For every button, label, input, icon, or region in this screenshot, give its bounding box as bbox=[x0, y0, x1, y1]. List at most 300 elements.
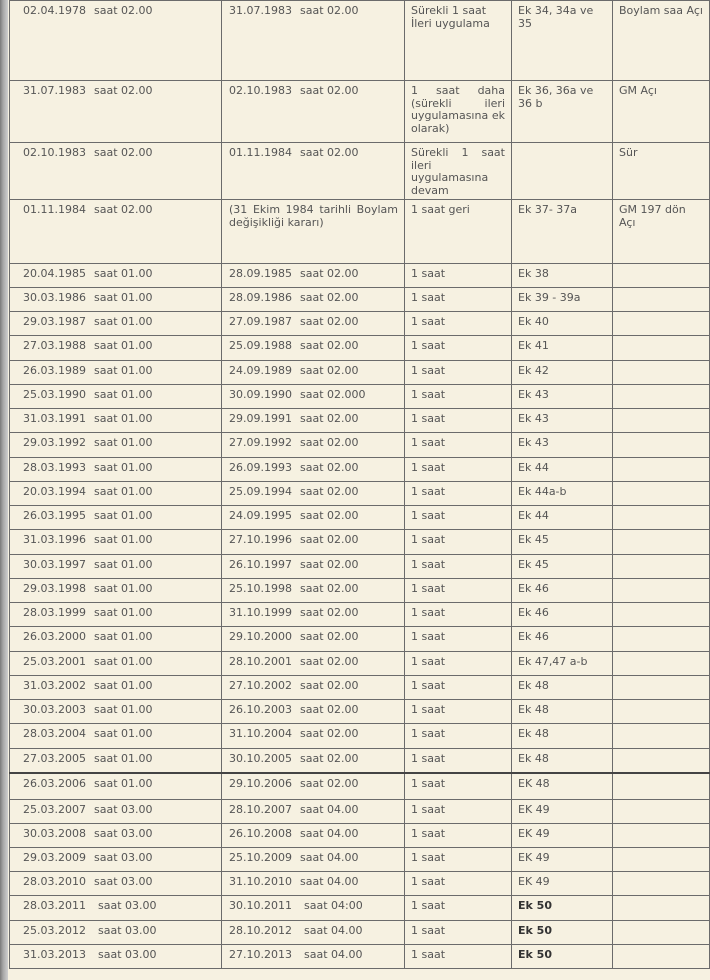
end-date-cell-text: saat 04.00 bbox=[299, 803, 359, 816]
annex-cell-text: Ek 48 bbox=[518, 679, 549, 692]
start-date-cell bbox=[10, 749, 222, 773]
start-date-cell-text: saat 01.00 bbox=[93, 558, 153, 571]
end-date-cell bbox=[222, 603, 405, 627]
annex-cell bbox=[512, 579, 613, 603]
end-date-cell bbox=[222, 312, 405, 336]
start-date-cell-text: 26.03.1989 bbox=[23, 364, 86, 377]
end-date-cell-text: 25.09.1988 bbox=[229, 339, 292, 352]
amount-cell-text: 1 saat bbox=[411, 267, 446, 280]
annex-cell-text: Ek 47,47 a-b bbox=[518, 655, 588, 668]
note-cell bbox=[613, 848, 710, 872]
end-date-cell-text: 28.09.1986 bbox=[229, 291, 292, 304]
end-date-cell bbox=[222, 385, 405, 409]
end-date-cell-text: saat 02.00 bbox=[299, 655, 359, 668]
end-date-cell-text: 26.10.2003 bbox=[229, 703, 292, 716]
amount-cell bbox=[405, 1, 512, 81]
start-date-cell-text: 29.03.1998 bbox=[23, 582, 86, 595]
start-date-cell-text: 26.03.1995 bbox=[23, 509, 86, 522]
end-date-cell-text: 31.07.1983 bbox=[229, 4, 292, 17]
end-date-cell-text: saat 04.00 bbox=[299, 851, 359, 864]
note-cell bbox=[613, 945, 710, 969]
start-date-cell-text: saat 01.00 bbox=[93, 727, 153, 740]
amount-cell bbox=[405, 81, 512, 143]
annex-cell-text: Ek 48 bbox=[518, 752, 549, 765]
amount-cell-text: 1 saat bbox=[411, 948, 446, 961]
end-date-cell-text: saat 04.00 bbox=[303, 948, 363, 961]
amount-cell-text: 1 saat bbox=[411, 875, 446, 888]
amount-cell bbox=[405, 288, 512, 312]
annex-cell-text: EK 49 bbox=[518, 851, 550, 864]
start-date-cell-text: saat 02.00 bbox=[93, 4, 153, 17]
note-cell bbox=[613, 824, 710, 848]
end-date-cell-text: saat 02.00 bbox=[299, 436, 359, 449]
end-date-cell-text: saat 02.00 bbox=[299, 558, 359, 571]
table-row bbox=[10, 288, 710, 312]
annex-cell bbox=[512, 336, 613, 361]
amount-cell bbox=[405, 409, 512, 433]
start-date-cell-text: saat 03.00 bbox=[97, 948, 157, 961]
note-cell bbox=[613, 627, 710, 652]
start-date-cell bbox=[10, 652, 222, 676]
note-cell bbox=[613, 530, 710, 555]
amount-cell bbox=[405, 264, 512, 288]
amount-cell bbox=[405, 361, 512, 385]
end-date-cell bbox=[222, 555, 405, 579]
end-date-cell-text: 25.09.1994 bbox=[229, 485, 292, 498]
start-date-cell-text: saat 01.00 bbox=[93, 364, 153, 377]
amount-cell bbox=[405, 800, 512, 824]
end-date-cell bbox=[222, 530, 405, 555]
annex-cell bbox=[512, 676, 613, 700]
end-date-cell-text: saat 02.00 bbox=[299, 412, 359, 425]
start-date-cell bbox=[10, 848, 222, 872]
end-date-cell bbox=[222, 409, 405, 433]
end-date-cell bbox=[222, 482, 405, 506]
note-cell-text: GM Açı bbox=[619, 84, 657, 97]
annex-cell bbox=[512, 700, 613, 724]
end-date-cell bbox=[222, 81, 405, 143]
amount-cell bbox=[405, 749, 512, 773]
annex-cell-text: Ek 36, 36a ve 36 b bbox=[518, 84, 594, 110]
end-date-cell-text: saat 02.00 bbox=[299, 509, 359, 522]
table-row bbox=[10, 409, 710, 433]
amount-cell bbox=[405, 385, 512, 409]
note-cell bbox=[613, 336, 710, 361]
note-cell bbox=[613, 800, 710, 824]
start-date-cell-text: 28.03.1993 bbox=[23, 461, 86, 474]
note-cell bbox=[613, 288, 710, 312]
start-date-cell bbox=[10, 896, 222, 921]
end-date-cell-text: saat 02.00 bbox=[299, 364, 359, 377]
start-date-cell-text: saat 01.00 bbox=[93, 752, 153, 765]
end-date-cell bbox=[222, 143, 405, 200]
table-row bbox=[10, 579, 710, 603]
amount-cell bbox=[405, 652, 512, 676]
note-cell bbox=[613, 458, 710, 482]
start-date-cell bbox=[10, 482, 222, 506]
end-date-cell-text: saat 02.00 bbox=[299, 776, 359, 790]
annex-cell bbox=[512, 896, 613, 921]
annex-cell-text: EK 49 bbox=[518, 803, 550, 816]
annex-cell-text: EK 48 bbox=[518, 776, 550, 790]
table-row bbox=[10, 945, 710, 969]
annex-cell bbox=[512, 288, 613, 312]
table-row bbox=[10, 896, 710, 921]
start-date-cell bbox=[10, 264, 222, 288]
amount-cell bbox=[405, 676, 512, 700]
table-row bbox=[10, 482, 710, 506]
table-row bbox=[10, 200, 710, 264]
end-date-cell bbox=[222, 676, 405, 700]
note-cell bbox=[613, 143, 710, 200]
amount-cell bbox=[405, 200, 512, 264]
start-date-cell bbox=[10, 555, 222, 579]
end-date-cell-text: 31.10.2004 bbox=[229, 727, 292, 740]
amount-cell bbox=[405, 143, 512, 200]
table-row bbox=[10, 433, 710, 458]
start-date-cell-text: 25.03.2001 bbox=[23, 655, 86, 668]
end-date-cell bbox=[222, 288, 405, 312]
table-row bbox=[10, 530, 710, 555]
amount-cell-text: 1 saat bbox=[411, 364, 446, 377]
start-date-cell-text: 29.03.1987 bbox=[23, 315, 86, 328]
start-date-cell-text: saat 01.00 bbox=[93, 703, 153, 716]
amount-cell-text: 1 saat bbox=[411, 630, 446, 643]
end-date-cell-text: saat 02.000 bbox=[299, 388, 366, 401]
amount-cell bbox=[405, 603, 512, 627]
annex-cell-text: Ek 46 bbox=[518, 582, 549, 595]
start-date-cell-text: 30.03.1986 bbox=[23, 291, 86, 304]
note-cell bbox=[613, 385, 710, 409]
start-date-cell bbox=[10, 409, 222, 433]
end-date-cell-text: saat 02.00 bbox=[299, 291, 359, 304]
start-date-cell bbox=[10, 288, 222, 312]
start-date-cell-text: saat 01.00 bbox=[93, 533, 153, 546]
amount-cell bbox=[405, 627, 512, 652]
start-date-cell-text: 28.03.2011 bbox=[23, 899, 86, 912]
annex-cell bbox=[512, 482, 613, 506]
end-date-cell bbox=[222, 749, 405, 773]
amount-cell-text: 1 saat bbox=[411, 827, 446, 840]
start-date-cell-text: 25.03.2007 bbox=[23, 803, 86, 816]
table-row bbox=[10, 773, 710, 800]
end-date-cell-text: 29.09.1991 bbox=[229, 412, 292, 425]
amount-cell-text: 1 saat geri bbox=[411, 203, 470, 216]
amount-cell-text: 1 saat bbox=[411, 899, 446, 912]
amount-cell-text: 1 saat bbox=[411, 655, 446, 668]
end-date-cell bbox=[222, 361, 405, 385]
annex-cell-text: Ek 43 bbox=[518, 436, 549, 449]
amount-cell-text: 1 saat bbox=[411, 606, 446, 619]
end-date-cell-text: 24.09.1995 bbox=[229, 509, 292, 522]
annex-cell bbox=[512, 749, 613, 773]
start-date-cell-text: 29.03.2009 bbox=[23, 851, 86, 864]
end-date-cell-text: 28.09.1985 bbox=[229, 267, 292, 280]
annex-cell bbox=[512, 945, 613, 969]
annex-cell-text: Ek 50 bbox=[518, 899, 552, 912]
end-date-cell bbox=[222, 652, 405, 676]
start-date-cell-text: 28.03.2010 bbox=[23, 875, 86, 888]
start-date-cell-text: saat 01.00 bbox=[93, 267, 153, 280]
amount-cell-text: 1 saat bbox=[411, 752, 446, 765]
end-date-cell-text: 27.10.1996 bbox=[229, 533, 292, 546]
start-date-cell-text: 31.03.1996 bbox=[23, 533, 86, 546]
amount-cell bbox=[405, 773, 512, 800]
table-row bbox=[10, 800, 710, 824]
start-date-cell-text: 02.04.1978 bbox=[23, 4, 86, 17]
note-cell bbox=[613, 409, 710, 433]
end-date-cell bbox=[222, 700, 405, 724]
amount-cell-text: 1 saat bbox=[411, 803, 446, 816]
amount-cell-text: 1 saat bbox=[411, 339, 446, 352]
end-date-cell bbox=[222, 800, 405, 824]
start-date-cell-text: saat 03.00 bbox=[97, 899, 157, 912]
start-date-cell-text: 20.03.1994 bbox=[23, 485, 86, 498]
note-cell bbox=[613, 896, 710, 921]
annex-cell bbox=[512, 652, 613, 676]
note-cell bbox=[613, 700, 710, 724]
start-date-cell bbox=[10, 603, 222, 627]
annex-cell-text: Ek 46 bbox=[518, 606, 549, 619]
amount-cell bbox=[405, 530, 512, 555]
amount-cell bbox=[405, 896, 512, 921]
end-date-cell-text: 25.10.2009 bbox=[229, 851, 292, 864]
table-row bbox=[10, 555, 710, 579]
start-date-cell-text: 27.03.2005 bbox=[23, 752, 86, 765]
start-date-cell-text: saat 01.00 bbox=[93, 655, 153, 668]
note-cell bbox=[613, 433, 710, 458]
end-date-cell bbox=[222, 724, 405, 749]
annex-cell-text: Ek 44a-b bbox=[518, 485, 567, 498]
annex-cell-text: Ek 46 bbox=[518, 630, 549, 643]
amount-cell bbox=[405, 848, 512, 872]
end-date-cell-text: saat 02.00 bbox=[299, 4, 359, 17]
start-date-cell bbox=[10, 312, 222, 336]
start-date-cell-text: 25.03.1990 bbox=[23, 388, 86, 401]
annex-cell bbox=[512, 312, 613, 336]
left-border-bar bbox=[0, 0, 8, 980]
annex-cell-text: Ek 48 bbox=[518, 703, 549, 716]
annex-cell-text: Ek 45 bbox=[518, 533, 549, 546]
annex-cell bbox=[512, 530, 613, 555]
end-date-cell-text: 28.10.2012 bbox=[229, 924, 292, 937]
amount-cell bbox=[405, 700, 512, 724]
table-row bbox=[10, 652, 710, 676]
start-date-cell bbox=[10, 336, 222, 361]
end-date-cell-text: (31 Ekim 1984 tarihli Boylam değişikliği kararı) bbox=[229, 203, 398, 229]
start-date-cell-text: 26.03.2006 bbox=[23, 776, 86, 790]
end-date-cell bbox=[222, 896, 405, 921]
end-date-cell-text: saat 02.00 bbox=[299, 461, 359, 474]
start-date-cell-text: saat 01.00 bbox=[93, 339, 153, 352]
start-date-cell bbox=[10, 530, 222, 555]
start-date-cell bbox=[10, 385, 222, 409]
end-date-cell-text: 31.10.1999 bbox=[229, 606, 292, 619]
start-date-cell-text: 30.03.1997 bbox=[23, 558, 86, 571]
end-date-cell-text: saat 02.00 bbox=[299, 752, 359, 765]
start-date-cell bbox=[10, 361, 222, 385]
end-date-cell-text: 30.10.2005 bbox=[229, 752, 292, 765]
annex-cell bbox=[512, 724, 613, 749]
end-date-cell bbox=[222, 627, 405, 652]
start-date-cell-text: saat 01.00 bbox=[93, 461, 153, 474]
table-row bbox=[10, 336, 710, 361]
end-date-cell bbox=[222, 336, 405, 361]
table-body bbox=[10, 1, 710, 969]
annex-cell bbox=[512, 921, 613, 945]
end-date-cell-text: 26.09.1993 bbox=[229, 461, 292, 474]
amount-cell-text: 1 saat bbox=[411, 679, 446, 692]
start-date-cell-text: 30.03.2008 bbox=[23, 827, 86, 840]
table-row bbox=[10, 603, 710, 627]
amount-cell bbox=[405, 336, 512, 361]
end-date-cell bbox=[222, 921, 405, 945]
start-date-cell-text: 26.03.2000 bbox=[23, 630, 86, 643]
note-cell bbox=[613, 749, 710, 773]
start-date-cell-text: saat 01.00 bbox=[93, 291, 153, 304]
amount-cell-text: 1 saat bbox=[411, 582, 446, 595]
amount-cell bbox=[405, 458, 512, 482]
start-date-cell-text: 28.03.2004 bbox=[23, 727, 86, 740]
annex-cell bbox=[512, 627, 613, 652]
note-cell bbox=[613, 81, 710, 143]
annex-cell-text: Ek 50 bbox=[518, 924, 552, 937]
table-row bbox=[10, 676, 710, 700]
note-cell bbox=[613, 676, 710, 700]
annex-cell bbox=[512, 81, 613, 143]
start-date-cell-text: 01.11.1984 bbox=[23, 203, 86, 216]
start-date-cell bbox=[10, 506, 222, 530]
end-date-cell-text: 30.10.2011 bbox=[229, 899, 292, 912]
end-date-cell-text: 31.10.2010 bbox=[229, 875, 292, 888]
note-cell bbox=[613, 603, 710, 627]
table-row bbox=[10, 627, 710, 652]
end-date-cell bbox=[222, 579, 405, 603]
table-row bbox=[10, 458, 710, 482]
start-date-cell-text: 02.10.1983 bbox=[23, 146, 86, 159]
table-row bbox=[10, 361, 710, 385]
end-date-cell-text: saat 02.00 bbox=[299, 703, 359, 716]
end-date-cell bbox=[222, 1, 405, 81]
start-date-cell-text: saat 01.00 bbox=[93, 412, 153, 425]
end-date-cell-text: saat 02.00 bbox=[299, 267, 359, 280]
annex-cell bbox=[512, 824, 613, 848]
note-cell bbox=[613, 312, 710, 336]
annex-cell-text: Ek 50 bbox=[518, 948, 552, 961]
start-date-cell-text: 29.03.1992 bbox=[23, 436, 86, 449]
end-date-cell-text: saat 02.00 bbox=[299, 582, 359, 595]
start-date-cell-text: 31.07.1983 bbox=[23, 84, 86, 97]
amount-cell-text: 1 saat bbox=[411, 924, 446, 937]
note-cell bbox=[613, 1, 710, 81]
annex-cell bbox=[512, 200, 613, 264]
start-date-cell bbox=[10, 200, 222, 264]
start-date-cell-text: saat 02.00 bbox=[93, 84, 153, 97]
start-date-cell-text: saat 01.00 bbox=[93, 582, 153, 595]
note-cell bbox=[613, 652, 710, 676]
dst-schedule-table bbox=[9, 0, 710, 969]
end-date-cell bbox=[222, 773, 405, 800]
table-row bbox=[10, 848, 710, 872]
end-date-cell-text: saat 04.00 bbox=[299, 875, 359, 888]
annex-cell bbox=[512, 773, 613, 800]
amount-cell bbox=[405, 945, 512, 969]
end-date-cell-text: saat 04.00 bbox=[299, 827, 359, 840]
amount-cell bbox=[405, 579, 512, 603]
table-row bbox=[10, 824, 710, 848]
end-date-cell-text: saat 02.00 bbox=[299, 630, 359, 643]
end-date-cell-text: 01.11.1984 bbox=[229, 146, 292, 159]
table-row bbox=[10, 700, 710, 724]
annex-cell bbox=[512, 143, 613, 200]
end-date-cell-text: 27.09.1992 bbox=[229, 436, 292, 449]
amount-cell bbox=[405, 506, 512, 530]
annex-cell bbox=[512, 385, 613, 409]
annex-cell bbox=[512, 1, 613, 81]
end-date-cell-text: 26.10.2008 bbox=[229, 827, 292, 840]
annex-cell-text: Ek 38 bbox=[518, 267, 549, 280]
end-date-cell bbox=[222, 945, 405, 969]
annex-cell-text: Ek 39 - 39a bbox=[518, 291, 581, 304]
note-cell bbox=[613, 579, 710, 603]
amount-cell-text: 1 saat daha (sürekli ileri uygulamasına ek olarak) bbox=[411, 84, 505, 135]
amount-cell-text: Sürekli 1 saat ileri uygulamasına devam bbox=[411, 146, 505, 197]
note-cell bbox=[613, 724, 710, 749]
note-cell-text: Boylam saa Açı bbox=[619, 4, 703, 17]
amount-cell-text: 1 saat bbox=[411, 461, 446, 474]
start-date-cell bbox=[10, 433, 222, 458]
start-date-cell-text: saat 01.00 bbox=[93, 509, 153, 522]
end-date-cell-text: saat 02.00 bbox=[299, 606, 359, 619]
start-date-cell-text: 27.03.1988 bbox=[23, 339, 86, 352]
start-date-cell-text: 30.03.2003 bbox=[23, 703, 86, 716]
amount-cell-text: 1 saat bbox=[411, 412, 446, 425]
start-date-cell-text: saat 03.00 bbox=[93, 851, 153, 864]
start-date-cell-text: saat 01.00 bbox=[93, 315, 153, 328]
annex-cell-text: EK 49 bbox=[518, 827, 550, 840]
table-row bbox=[10, 921, 710, 945]
annex-cell bbox=[512, 872, 613, 896]
end-date-cell-text: 28.10.2007 bbox=[229, 803, 292, 816]
amount-cell bbox=[405, 555, 512, 579]
start-date-cell bbox=[10, 945, 222, 969]
annex-cell-text: Ek 43 bbox=[518, 412, 549, 425]
end-date-cell-text: 24.09.1989 bbox=[229, 364, 292, 377]
amount-cell bbox=[405, 482, 512, 506]
annex-cell-text: EK 49 bbox=[518, 875, 550, 888]
amount-cell-text: 1 saat bbox=[411, 509, 446, 522]
annex-cell bbox=[512, 800, 613, 824]
start-date-cell-text: saat 01.00 bbox=[93, 388, 153, 401]
annex-cell-text: Ek 41 bbox=[518, 339, 549, 352]
amount-cell-text: 1 saat bbox=[411, 703, 446, 716]
end-date-cell-text: saat 04:00 bbox=[303, 899, 363, 912]
start-date-cell-text: saat 03.00 bbox=[93, 803, 153, 816]
amount-cell bbox=[405, 872, 512, 896]
annex-cell bbox=[512, 506, 613, 530]
note-cell bbox=[613, 555, 710, 579]
start-date-cell bbox=[10, 872, 222, 896]
end-date-cell-text: saat 02.00 bbox=[299, 679, 359, 692]
end-date-cell-text: saat 04.00 bbox=[303, 924, 363, 937]
table-row bbox=[10, 749, 710, 773]
end-date-cell bbox=[222, 824, 405, 848]
note-cell bbox=[613, 506, 710, 530]
amount-cell-text: Sürekli 1 saat İleri uygulama bbox=[411, 4, 490, 30]
amount-cell-text: 1 saat bbox=[411, 727, 446, 740]
start-date-cell-text: saat 01.00 bbox=[93, 679, 153, 692]
end-date-cell bbox=[222, 872, 405, 896]
